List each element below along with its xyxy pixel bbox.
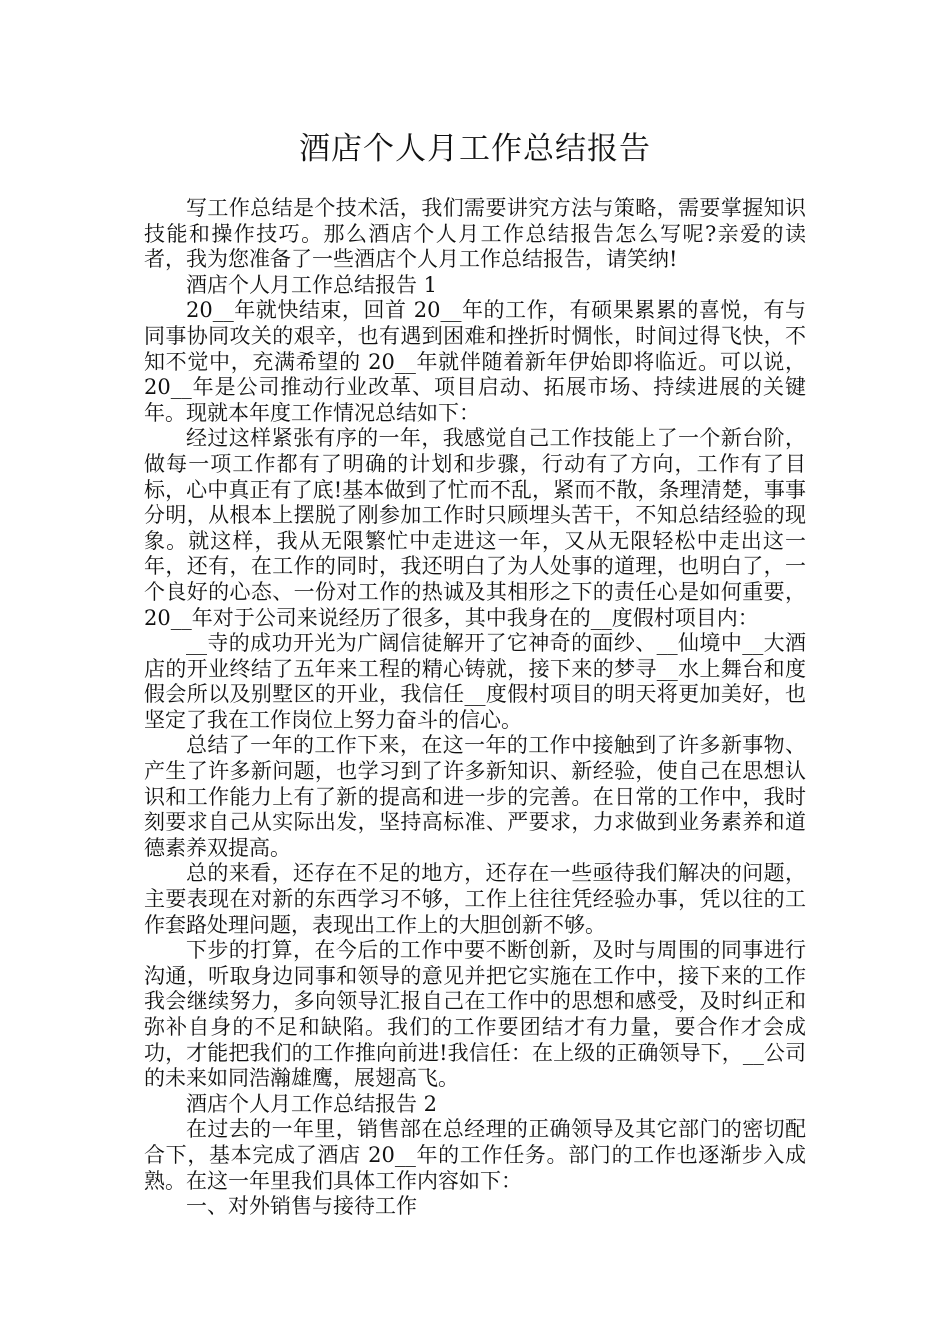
subsection-heading: 一、对外销售与接待工作 — [186, 1194, 417, 1219]
section-heading-2: 酒店个人月工作总结报告 2 — [186, 1091, 438, 1116]
intro-paragraph: 写工作总结是个技术活，我们需要讲究方法与策略，需要掌握知识技能和操作技巧。那么酒店个人月工作总结报告怎么写呢?亲爱的读者，我为您准备了一些酒店个人月工作总结报告，请笑纳! — [144, 196, 806, 272]
body-paragraph: 总结了一年的工作下来，在这一年的工作中接触到了许多新事物、产生了许多新问题，也学习到了许多新知识、新经验，使自己在思想认识和工作能力上有了新的提高和进一步的完善。在日常的工作中，我时刻要求自己从实际出发，坚持高标准、严要求，力求做到业务素养和道德素养双提高。 — [144, 733, 806, 860]
body-paragraph: 下步的打算，在今后的工作中要不断创新，及时与周围的同事进行沟通，听取身边同事和领导的意见并把它实施在工作中，接下来的工作我会继续努力，多向领导汇报自己在工作中的思想和感受，及时纠正和弥补自身的不足和缺陷。我们的工作要团结才有力量，要合作才会成功，才能把我们的工作推向前进!我信任：在上级的正确领导下，__公司的未来如同浩瀚雄鹰，展翅高飞。 — [144, 938, 806, 1091]
body-paragraph: 总的来看，还存在不足的地方，还存在一些亟待我们解决的问题，主要表现在对新的东西学习不够，工作上往往凭经验办事，凭以往的工作套路处理问题，表现出工作上的大胆创新不够。 — [144, 861, 806, 937]
section-heading-1: 酒店个人月工作总结报告 1 — [186, 272, 438, 297]
body-paragraph: __寺的成功开光为广阔信徒解开了它神奇的面纱、__仙境中__大酒店的开业终结了五年来工程的精心铸就，接下来的梦寻__水上舞台和度假会所以及别墅区的开业，我信任__度假村项目的明天将更加美好，也坚定了我在工作岗位上努力奋斗的信心。 — [144, 631, 806, 732]
body-paragraph: 经过这样紧张有序的一年，我感觉自己工作技能上了一个新台阶，做每一项工作都有了明确的计划和步骤，行动有了方向，工作有了目标，心中真正有了底!基本做到了忙而不乱，紧而不散，条理清楚，事事分明，从根本上摆脱了刚参加工作时只顾埋头苦干，不知总结经验的现象。就这样，我从无限繁忙中走进这一年，又从无限轻松中走出这一年，还有，在工作的同时，我还明白了为人处事的道理，也明白了，一个良好的心态、一份对工作的热诚及其相形之下的责任心是如何重要，20__年对于公司来说经历了很多，其中我身在的__度假村项目内： — [144, 426, 806, 630]
document-body — [144, 196, 806, 1220]
document-title: 酒店个人月工作总结报告 — [299, 131, 651, 167]
body-paragraph: 在过去的一年里，销售部在总经理的正确领导及其它部门的密切配合下，基本完成了酒店 20__年的工作任务。部门的工作也逐渐步入成熟。在这一年里我们具体工作内容如下： — [144, 1117, 806, 1193]
body-paragraph: 20__年就快结束，回首 20__年的工作，有硕果累累的喜悦，有与同事协同攻关的艰辛，也有遇到困难和挫折时惆怅，时间过得飞快，不知不觉中，充满希望的 20__年就伴随着新年伊始即将临近。可以说，20__年是公司推动行业改革、项目启动、拓展市场、持续进展的关键年。现就本年度工作情况总结如下： — [144, 298, 806, 425]
